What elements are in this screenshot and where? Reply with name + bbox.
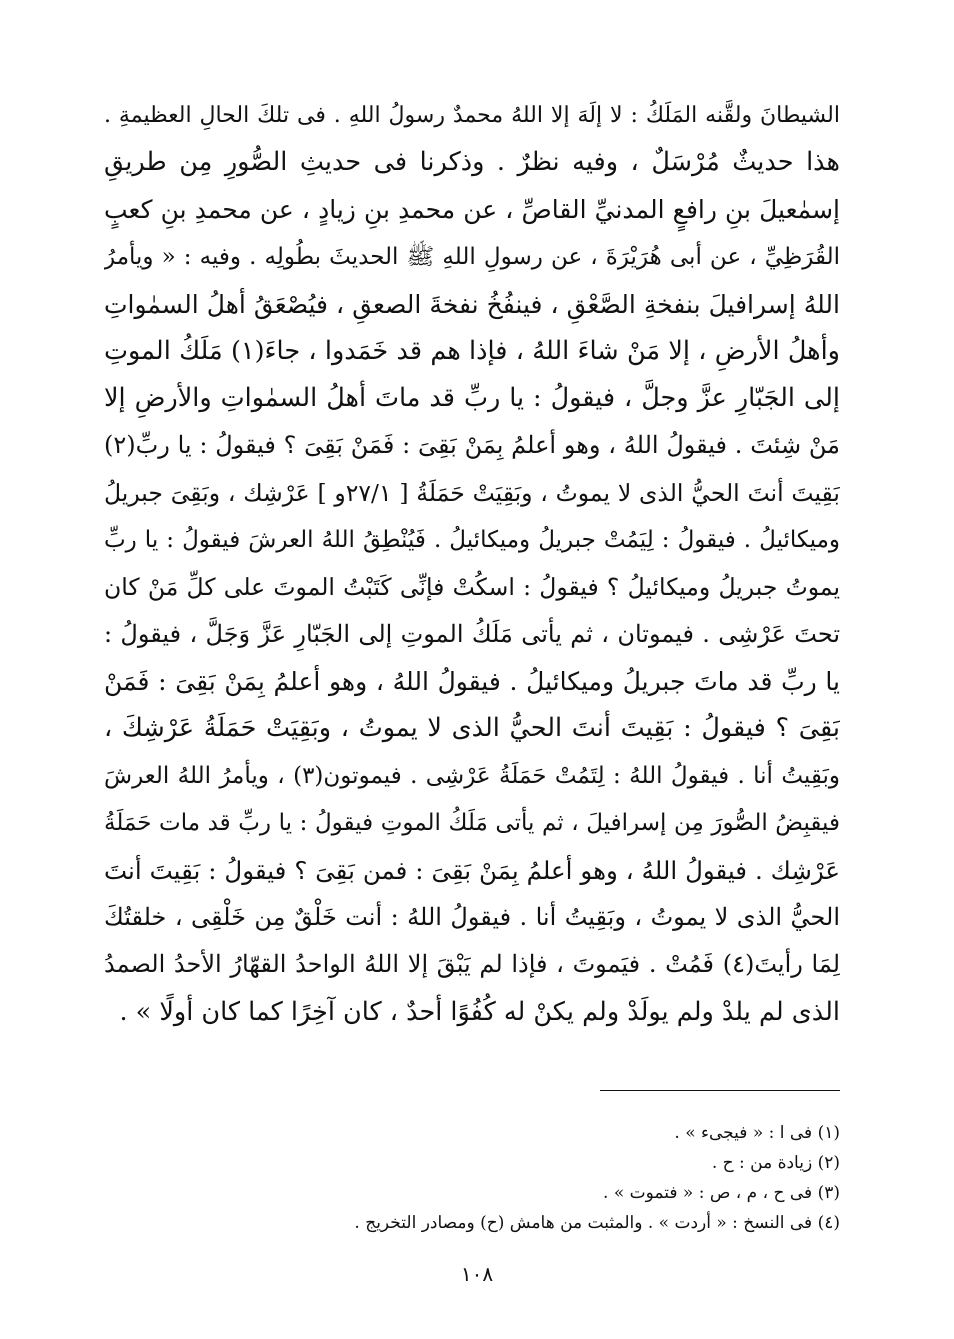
text-line: القُرَظِيِّ ، عن أبى هُرَيْرَةَ ، عن رسولِ اللهِ ﷺ الحديثَ بطُولِه . وفيه : « ويأمرُ (104, 243, 840, 270)
text-line: إلى الجَبّارِ عزَّ وجلَّ ، فيقولُ : يا ربِّ قد ماتَ أهلُ السمٰواتِ والأرضِ إلا (104, 383, 840, 414)
text-line: يموتُ جبريلُ وميكائيلُ ؟ فيقولُ : اسكُتْ فإنِّى كَتَبْتُ الموتَ على كلِّ مَنْ كان (104, 572, 840, 601)
text-line: فيقبِضُ الصُّورَ مِن إسرافيلَ ، ثم يأتى مَلَكُ الموتِ فيقولُ : يا ربِّ قد مات حَمَلَةُ (104, 809, 840, 836)
text-line: اللهُ إسرافيلَ بنفخةِ الصَّعْقِ ، فينفُخُ نفخةَ الصعقِ ، فيُصْعَقُ أهلُ السمٰواتِ (104, 289, 840, 319)
text-line: وبَقِيتُ أنا . فيقولُ اللهُ : لِتَمُتْ حَمَلَةُ عَرْشِى . فيموتون(٣) ، ويأمرُ اللهُ العرشَ (104, 762, 840, 789)
text-line: مَنْ شِئتَ . فيقولُ اللهُ ، وهو أعلمُ بِمَنْ بَقِىَ : فَمَنْ بَقِىَ ؟ فيقولُ : يا ربِّ(٢) (104, 431, 840, 460)
text-line: وأهلُ الأرضِ ، إلا مَنْ شاءَ اللهُ ، فإذا هم قد خَمَدوا ، جاءَ(١) مَلَكُ الموتِ (104, 335, 840, 366)
footnote-separator (600, 1090, 840, 1091)
text-line: يا ربِّ قد ماتَ جبريلُ وميكائيلُ . فيقولُ اللهُ ، وهو أعلمُ بِمَنْ بَقِىَ : فَمَنْ (104, 667, 840, 697)
text-line: لِمَا رأيتَ(٤) فَمُتْ . فيَموتَ ، فإذا لم يَبْقَ إلا اللهُ الواحدُ القهّارُ الأحدُ الصمدُ (104, 950, 840, 979)
text-line: وميكائيلُ . فيقولُ : لِيَمُتْ جبريلُ وميكائيلُ . فَيُنْطِقُ اللهُ العرشَ فيقولُ : يا ربِّ (104, 526, 840, 553)
text-line: هذا حديثٌ مُرْسَلٌ ، وفيه نظرٌ . وذكرنا فى حديثِ الصُّورِ مِن طريقِ (104, 147, 840, 178)
footnote-1: (١) فى ا : « فيجىء » . (674, 1123, 840, 1143)
text-line: الحيُّ الذى لا يموتُ ، وبَقِيتُ أنا . فيقولُ اللهُ : أنت خَلْقٌ مِن خَلْقِى ، خلقتُكَ (104, 903, 840, 932)
footnotes (104, 1118, 840, 1238)
text-line: عَرْشِك . فيقولُ اللهُ ، وهو أعلمُ بِمَنْ بَقِىَ : فمن بَقِىَ ؟ فيقولُ : بَقِيتَ أنتَ (104, 856, 840, 885)
text-line: إسمٰعيلَ بنِ رافعٍ المدنيِّ القاصِّ ، عن محمدِ بنِ زيادٍ ، عن محمدِ بنِ كعبٍ (104, 195, 840, 225)
main-text (104, 92, 840, 1036)
page-number: ١٠٨ (460, 1262, 494, 1286)
text-line: الذى لم يلدْ ولم يولَدْ ولم يكنْ له كُفُوًا أحدٌ ، كان آخِرًا كما كان أولًا » . (119, 996, 840, 1027)
text-line: تحتَ عَرْشِى . فيموتان ، ثم يأتى مَلَكُ الموتِ إلى الجَبّارِ عَزَّ وَجَلَّ ، فيقولُ : (104, 620, 840, 649)
footnote-3: (٣) فى ح ، م ، ص : « فتموت » . (603, 1183, 840, 1203)
text-line: الشيطانَ ولقَّنه المَلَكُ : لا إلَهَ إلا اللهُ محمدٌ رسولُ اللهِ . فى تلكَ الحالِ العظيمةِ . (104, 103, 840, 128)
footnote-4: (٤) فى النسخ : « أردت » . والمثبت من هامش (ح) ومصادر التخريج . (354, 1213, 840, 1233)
footnote-2: (٢) زيادة من : ح . (711, 1153, 840, 1173)
text-line: بَقِيتَ أنتَ الحيُّ الذى لا يموتُ ، وبَقِيَتْ حَمَلَةُ [ ٢٧/١و ] عَرْشِك ، وبَقِىَ جبريلُ (104, 478, 840, 507)
text-line: بَقِىَ ؟ فيقولُ : بَقِيتَ أنتَ الحيُّ الذى لا يموتُ ، وبَقِيَتْ حَمَلَةُ عَرْشِكَ ، (104, 713, 840, 744)
